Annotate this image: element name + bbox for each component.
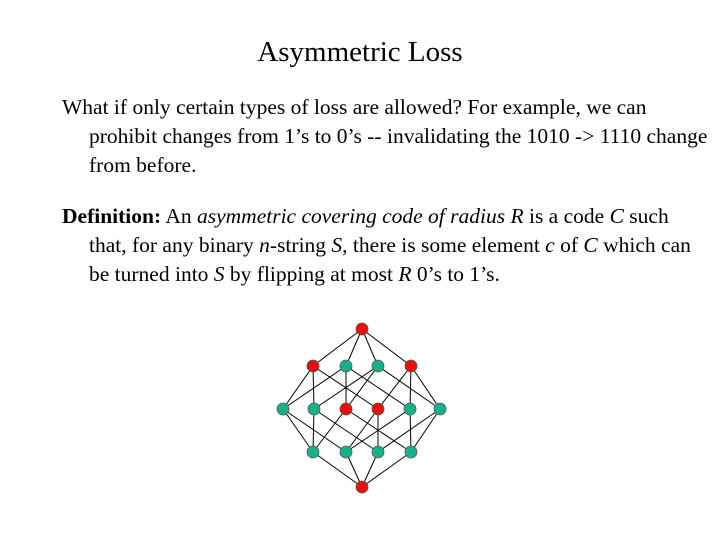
definition-label: Definition:: [62, 204, 162, 228]
slide-title: Asymmetric Loss: [257, 36, 463, 68]
hypercube-node-red: [372, 403, 384, 415]
definition-var: C: [609, 204, 624, 228]
hypercube-node-red: [405, 360, 417, 372]
definition-text: is a code: [523, 204, 610, 228]
hypercube-nodes: [277, 323, 446, 493]
hypercube-node-green: [405, 446, 417, 458]
hypercube-node-green: [307, 446, 319, 458]
definition-var: C: [583, 233, 598, 257]
hypercube-edge: [313, 409, 314, 452]
hypercube-edge: [283, 366, 346, 409]
hypercube-edge: [378, 366, 411, 409]
hypercube-edge: [411, 366, 440, 409]
hypercube-diagram: [262, 315, 462, 500]
hypercube-node-green: [340, 446, 352, 458]
hypercube-edge: [410, 409, 411, 452]
hypercube-edge: [313, 452, 362, 487]
definition-text: which can be turned into: [89, 233, 691, 286]
hypercube-edge: [378, 366, 440, 409]
hypercube-node-green: [277, 403, 289, 415]
definition-var: S: [213, 262, 225, 286]
definition-text: , there is some element: [342, 233, 546, 257]
definition-text: 0’s to 1’s.: [411, 262, 500, 286]
hypercube-edge: [283, 409, 313, 452]
definition-text: An: [161, 204, 197, 228]
hypercube-node-red: [340, 403, 352, 415]
definition-var: n: [259, 233, 270, 257]
definition-paragraph: [62, 202, 709, 289]
hypercube-node-green: [308, 403, 320, 415]
definition-text: -string: [269, 233, 332, 257]
hypercube-node-red: [356, 481, 368, 493]
definition-text: of: [554, 233, 584, 257]
hypercube-edge: [283, 409, 346, 452]
hypercube-node-green: [372, 360, 384, 372]
definition-var: S: [331, 233, 343, 257]
hypercube-node-red: [356, 323, 368, 335]
hypercube-edge: [283, 366, 313, 409]
hypercube-edge: [313, 329, 362, 366]
hypercube-node-green: [434, 403, 446, 415]
paragraph-asymmetric-loss: What if only certain types of loss are allowed? For example, we can prohibit changes from 1’s to 0’s -- invalidating the 1010 -> 1110 change from before.: [62, 95, 708, 177]
hypercube-edge: [346, 366, 378, 409]
hypercube-edge: [314, 409, 378, 452]
hypercube-edge: [362, 452, 411, 487]
hypercube-edge: [313, 409, 346, 452]
hypercube-edge: [410, 366, 411, 409]
hypercube-edge: [378, 409, 440, 452]
definition-term: asymmetric covering code of radius R: [196, 204, 524, 228]
hypercube-node-red: [307, 360, 319, 372]
definition-text: such that, for any binary: [89, 204, 669, 257]
hypercube-edge: [362, 329, 411, 366]
hypercube-edge: [411, 409, 440, 452]
definition-var: c: [545, 233, 555, 257]
hypercube-edge: [346, 366, 410, 409]
hypercube-edges: [283, 329, 440, 487]
hypercube-edge: [346, 409, 378, 452]
definition-text: by flipping at most: [224, 262, 399, 286]
definition-var: R: [398, 262, 412, 286]
hypercube-node-green: [404, 403, 416, 415]
hypercube-node-green: [372, 446, 384, 458]
hypercube-node-green: [340, 360, 352, 372]
